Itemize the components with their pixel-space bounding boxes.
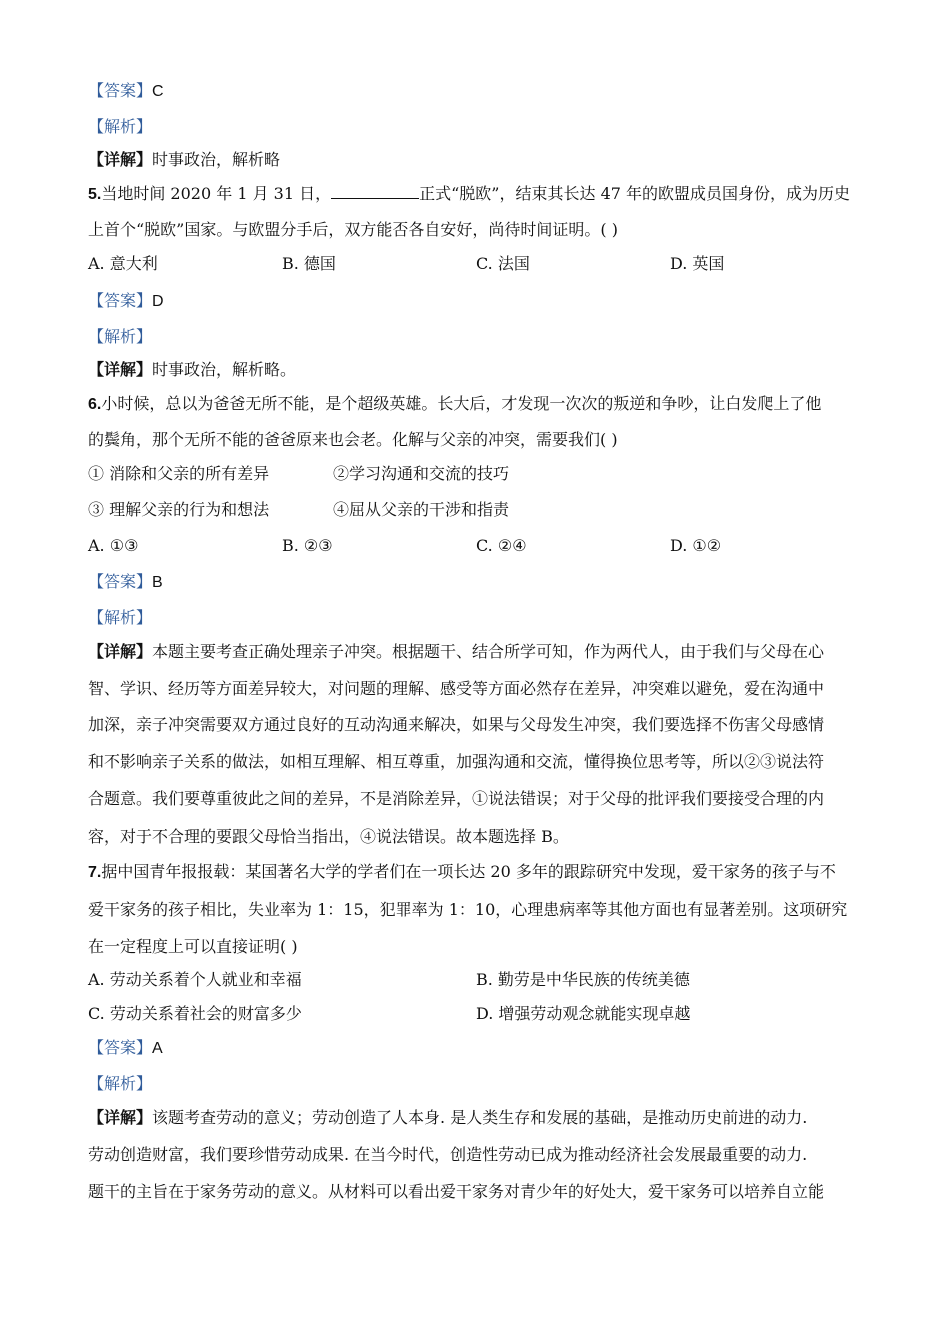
q7-detail-line-3: 题干的主旨在于家务劳动的意义。从材料可以看出爱干家务对青少年的好处大，爱干家务可以培养自立能 <box>88 1182 825 1201</box>
q7-detail-line-1 <box>88 1108 807 1128</box>
q7-stem-line-3: 在一定程度上可以直接证明( ) <box>88 937 298 956</box>
q6-stem-part-a: 小时候，总以为爸爸无所不能，是个超级英雄。长大后，才发现一次次的叛逆和争吵，让白发爬上了他 <box>101 394 822 413</box>
q6-options <box>88 536 863 556</box>
answer-tag: 【答案】 <box>88 291 153 310</box>
q4-detail <box>88 150 280 170</box>
detail-tag: 【详解】 <box>88 150 153 169</box>
q5-stem-part-b: 正式“脱欧”，结束其长达 47 年的欧盟成员国身份，成为历史 <box>419 184 851 203</box>
q5-stem-line-2: 上首个“脱欧”国家。与欧盟分手后，双方能否各自安好，尚待时间证明。( ) <box>88 220 618 239</box>
detail-tag: 【详解】 <box>88 642 153 661</box>
option-b: B. 德国 <box>282 254 336 273</box>
q6-detail-line-3: 加深，亲子冲突需要双方通过良好的互动沟通来解决，如果与父母发生冲突，我们要选择不伤害父母感情 <box>88 715 825 734</box>
q4-answer <box>88 81 164 102</box>
detail-tag: 【详解】 <box>88 360 153 379</box>
q5-detail <box>88 360 296 380</box>
q6-detail-line-6: 容，对于不合理的要跟父母恰当指出，④说法错误。故本题选择 B。 <box>88 827 569 846</box>
q6-items-row-2 <box>88 500 863 520</box>
q7-options-row-2 <box>88 1004 863 1024</box>
q5-stem-line-1 <box>88 184 850 205</box>
answer-tag: 【答案】 <box>88 81 153 100</box>
question-number: 7. <box>88 864 102 881</box>
item-4: ④屈从父亲的干涉和指责 <box>333 500 510 519</box>
option-d: D. 英国 <box>670 254 725 273</box>
detail-text: 时事政治，解析略 <box>152 150 281 169</box>
option-c: C. ②④ <box>476 536 527 555</box>
q6-analysis-tag: 【解析】 <box>88 608 153 627</box>
detail-text: 本题主要考查正确处理亲子冲突。根据题干、结合所学可知，作为两代人，由于我们与父母在心 <box>152 642 825 661</box>
q5-answer <box>88 291 164 312</box>
answer-tag: 【答案】 <box>88 572 153 591</box>
q6-detail-line-5: 合题意。我们要尊重彼此之间的差异，不是消除差异，①说法错误；对于父母的批评我们要接受合理的内 <box>88 789 825 808</box>
answer-tag: 【答案】 <box>88 1038 153 1057</box>
option-b: B. 勤劳是中华民族的传统美德 <box>476 970 690 989</box>
q6-items-row-1 <box>88 464 863 484</box>
option-d: D. 增强劳动观念就能实现卓越 <box>476 1004 691 1023</box>
q5-options <box>88 254 863 274</box>
q7-stem-line-1 <box>88 862 836 883</box>
detail-text: 该题考查劳动的意义；劳动创造了人本身. 是人类生存和发展的基础，是推动历史前进的动力. <box>152 1108 808 1127</box>
option-a: A. ①③ <box>88 536 139 555</box>
q6-stem-line-1 <box>88 394 821 415</box>
q6-detail-line-1 <box>88 642 824 662</box>
fill-blank <box>331 184 419 199</box>
item-3: ③ 理解父亲的行为和想法 <box>88 500 270 519</box>
option-a: A. 劳动关系着个人就业和幸福 <box>88 970 302 989</box>
option-a: A. 意大利 <box>88 254 158 273</box>
q6-stem-line-2: 的鬓角，那个无所不能的爸爸原来也会老。化解与父亲的冲突，需要我们( ) <box>88 430 618 449</box>
q7-analysis-tag: 【解析】 <box>88 1074 153 1093</box>
q7-options-row-1 <box>88 970 863 990</box>
question-number: 5. <box>88 186 102 203</box>
q4-analysis-tag: 【解析】 <box>88 117 153 136</box>
option-d: D. ①② <box>670 536 722 555</box>
option-c: C. 法国 <box>476 254 530 273</box>
detail-tag: 【详解】 <box>88 1108 153 1127</box>
detail-text: 时事政治，解析略。 <box>152 360 297 379</box>
q6-detail-line-4: 和不影响亲子关系的做法，如相互理解、相互尊重，加强沟通和交流，懂得换位思考等，所以②③说法符 <box>88 752 825 771</box>
q7-detail-line-2: 劳动创造财富，我们要珍惜劳动成果. 在当今时代，创造性劳动已成为推动经济社会发展最重要的动力. <box>88 1145 808 1164</box>
answer-value: B <box>152 574 163 591</box>
answer-value: A <box>152 1040 163 1057</box>
q7-stem-part-a: 据中国青年报报载：某国著名大学的学者们在一项长达 20 多年的跟踪研究中发现，爱干家务的孩子与不 <box>101 862 836 881</box>
item-2: ②学习沟通和交流的技巧 <box>333 464 510 483</box>
answer-value: C <box>152 83 164 100</box>
q7-stem-line-2: 爱干家务的孩子相比，失业率为 1：15，犯罪率为 1：10，心理患病率等其他方面也有显著差别。这项研究 <box>88 900 848 919</box>
item-1: ① 消除和父亲的所有差异 <box>88 464 270 483</box>
option-b: B. ②③ <box>282 536 333 555</box>
answer-value: D <box>152 293 164 310</box>
option-c: C. 劳动关系着社会的财富多少 <box>88 1004 302 1023</box>
q7-answer <box>88 1038 163 1059</box>
question-number: 6. <box>88 396 102 413</box>
q6-detail-line-2: 智、学识、经历等方面差异较大，对问题的理解、感受等方面必然存在差异，冲突难以避免，爱在沟通中 <box>88 679 825 698</box>
q6-answer <box>88 572 163 593</box>
q5-analysis-tag: 【解析】 <box>88 327 153 346</box>
q5-stem-part-a: 当地时间 2020 年 1 月 31 日， <box>101 184 332 203</box>
